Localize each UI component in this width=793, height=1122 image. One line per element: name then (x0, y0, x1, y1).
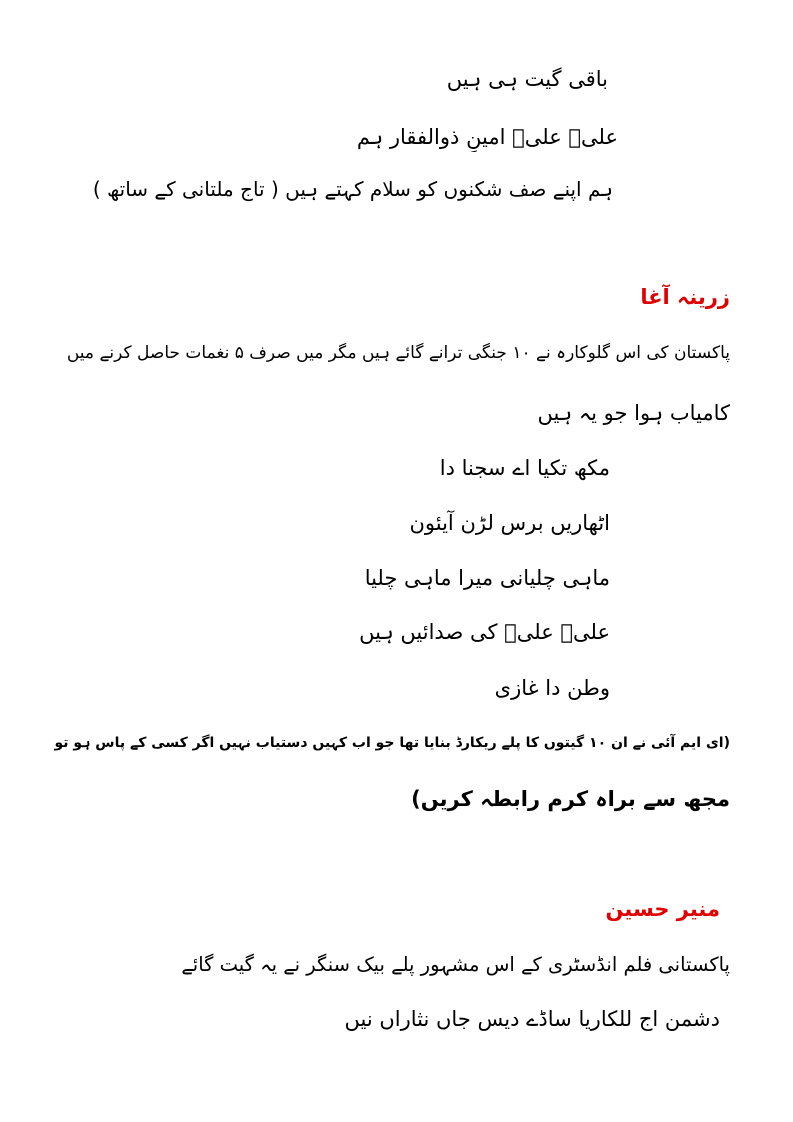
note-line: (ای ایم آئی نے ان ۱۰ گیتوں کا پلے ریکارڈ بنایا تھا جو اب کہیں دستیاب نہیں اگر کسی کے پاس ہو تو (54, 735, 730, 751)
song-line: وطن دا غازی (494, 676, 610, 700)
paragraph-line: پاکستانی فلم انڈسٹری کے اس مشہور پلے بیک سنگر نے یہ گیت گائے (181, 953, 730, 976)
section-heading: منیر حسین (605, 897, 720, 921)
paragraph-line: پاکستان کی اس گلوکارہ نے ۱۰ جنگی ترانے گائے ہیں مگر میں صرف ۵ نغمات حاصل کرنے میں (66, 343, 730, 363)
section-heading: زرینہ آغا (640, 285, 730, 309)
paragraph-line: کامیاب ہوا جو یہ ہیں (537, 401, 730, 425)
song-line: ہم اپنے صف شکنوں کو سلام کہتے ہیں ( تاج ملتانی کے ساتھ ) (93, 177, 613, 201)
song-line: علیؑ علیؑ امینِ ذوالفقار ہم (356, 125, 618, 149)
note-line: مجھ سے براہ کرم رابطہ کریں) (411, 787, 730, 811)
song-line: اٹھاریں برس لڑن آیئون (409, 511, 610, 535)
song-line: علیؑ علیؑ کی صدائیں ہیں (359, 620, 610, 644)
song-line: باقی گیت ہی ہیں (446, 67, 608, 91)
song-line: دشمن اج للکاریا ساڈے دیس جاں نثاراں نیں (344, 1007, 720, 1031)
song-line: مکھ تکیا اے سجنا دا (439, 456, 610, 480)
song-line: ماہی چلیانی میرا ماہی چلیا (364, 566, 610, 590)
